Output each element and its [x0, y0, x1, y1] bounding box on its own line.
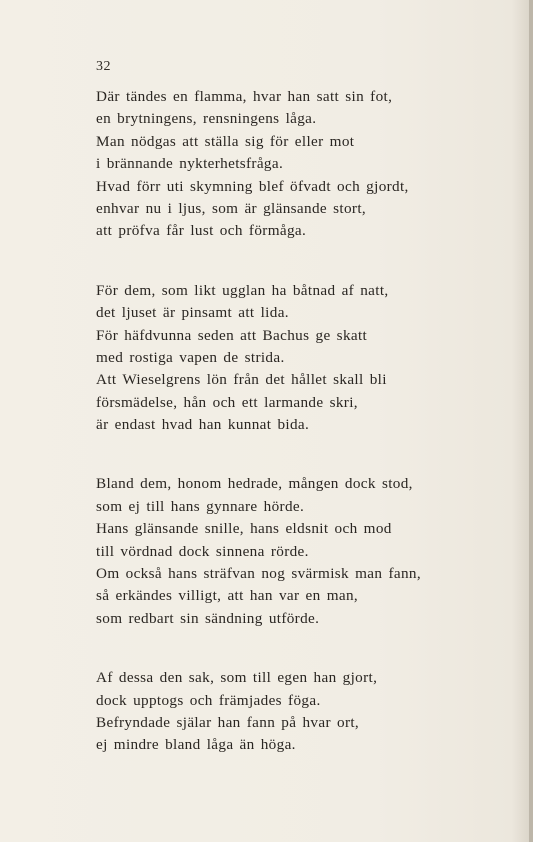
stanza-4	[96, 667, 506, 757]
verse-line: ej mindre bland låga än höga.	[96, 736, 296, 754]
verse-line: Hans glänsande snille, hans eldsnit och mod	[96, 520, 392, 538]
verse-line: Man nödgas att ställa sig för eller mot	[96, 132, 355, 150]
verse-line: Hvad förr uti skymning blef öfvadt och gjordt,	[96, 177, 409, 195]
verse-line: som redbart sin sändning utförde.	[96, 609, 320, 627]
stanza-2	[96, 280, 506, 437]
verse-line: det ljuset är pinsamt att lida.	[96, 304, 289, 322]
verse-line: Befryndade själar han fann på hvar ort,	[96, 713, 360, 731]
verse-line: i brännande nykterhetsfråga.	[96, 155, 284, 173]
verse-line: som ej till hans gynnare hörde.	[96, 497, 305, 515]
verse-line: Bland dem, honom hedrade, mången dock stod,	[96, 475, 413, 493]
verse-line: till vördnad dock sinnena rörde.	[96, 542, 309, 560]
verse-line: försmädelse, hån och ett larmande skri,	[96, 393, 358, 411]
verse-line: enhvar nu i ljus, som är glänsande stort,	[96, 199, 367, 217]
stanza-1	[96, 86, 506, 243]
verse-line: så erkändes villigt, att han var en man,	[96, 587, 359, 605]
page-number: 32	[96, 59, 111, 74]
stanza-3	[96, 473, 506, 630]
verse-line: är endast hvad han kunnat bida.	[96, 416, 310, 434]
verse-line: Att Wieselgrens lön från det hållet skall bli	[96, 371, 387, 389]
verse-line: en brytningens, rensningens låga.	[96, 110, 317, 128]
verse-line: Där tändes en flamma, hvar han satt sin fot,	[96, 88, 393, 105]
verse-line: Om också hans sträfvan nog svärmisk man fann,	[96, 565, 421, 583]
verse-line: Af dessa den sak, som till egen han gjort,	[96, 669, 378, 687]
verse-line: För häfdvunna seden att Bachus ge skatt	[96, 326, 368, 344]
poem-text	[96, 86, 506, 794]
verse-line: med rostiga vapen de strida.	[96, 348, 285, 366]
verse-line: dock upptogs och främjades föga.	[96, 691, 321, 709]
verse-line: För dem, som likt ugglan ha båtnad af natt,	[96, 281, 389, 299]
page-edge-shadow	[529, 0, 533, 842]
verse-line: att pröfva får lust och förmåga.	[96, 222, 307, 240]
